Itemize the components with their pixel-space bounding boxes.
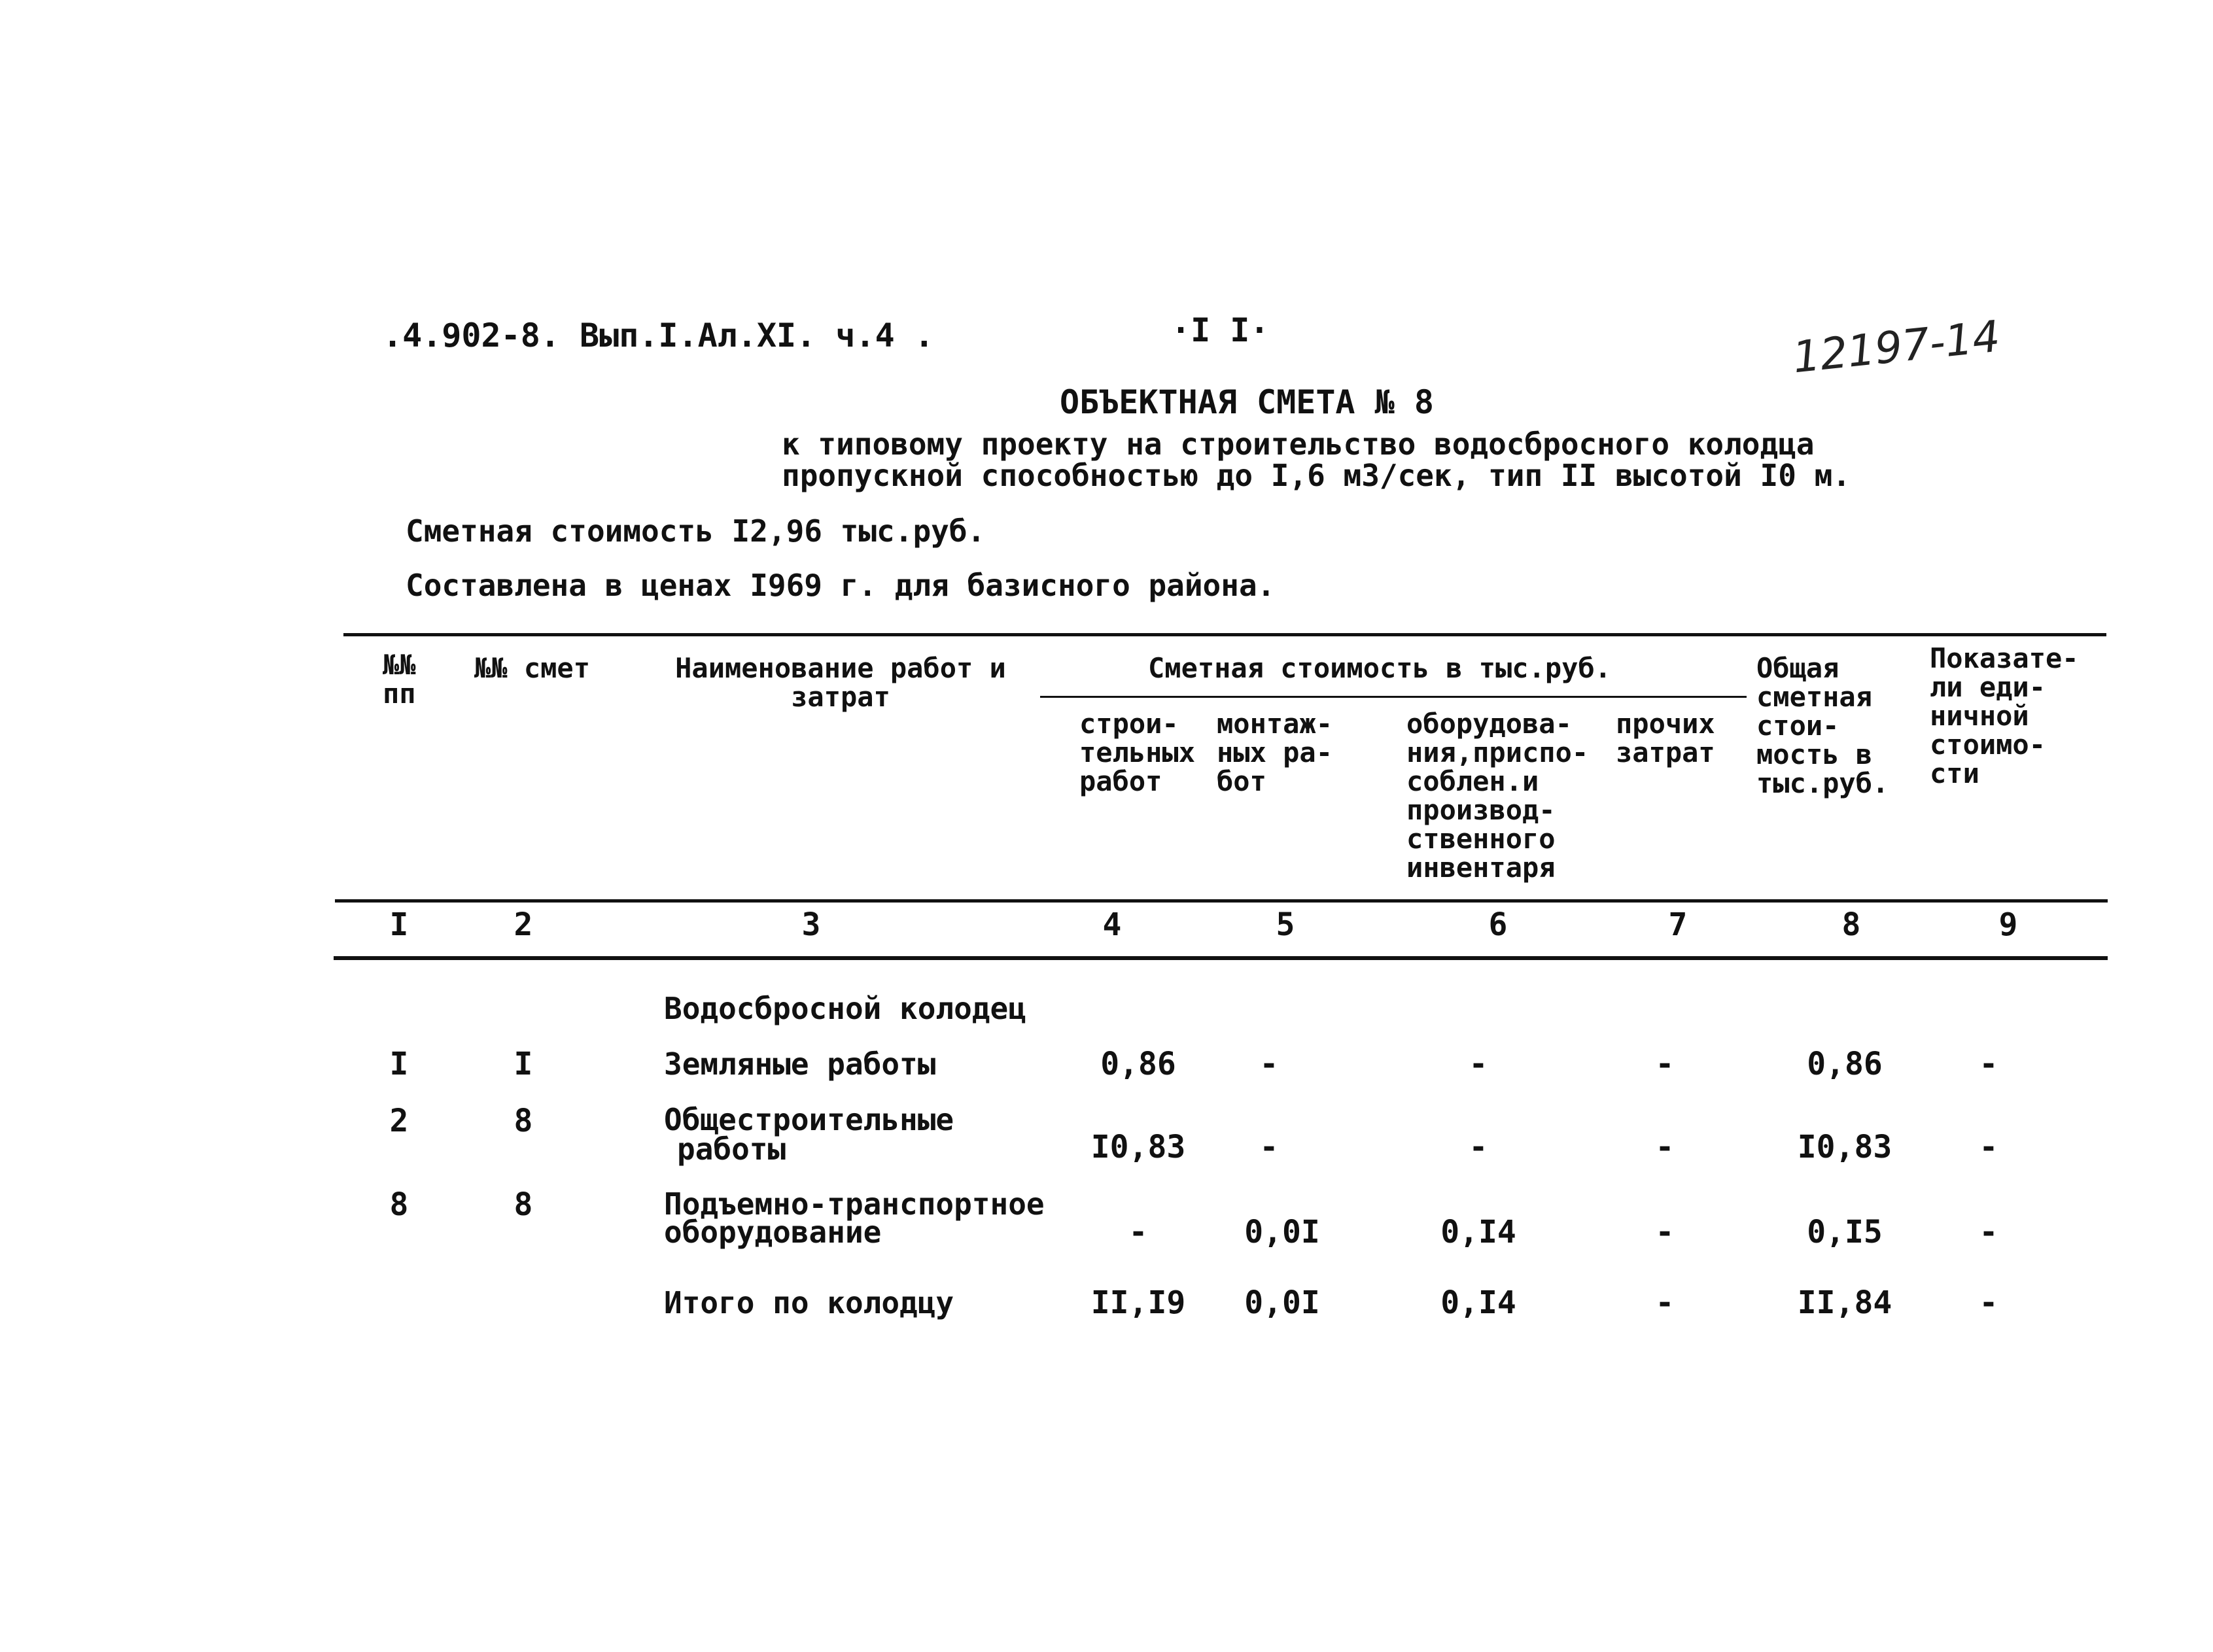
total-other-cost: - [1655, 1284, 1675, 1321]
unit-cost: - [1979, 1214, 1998, 1250]
total-cost: 0,86 [1807, 1046, 1883, 1082]
construction-cost: - [1128, 1214, 1148, 1250]
estimated-cost: Сметная стоимость I2,96 тыс.руб. [406, 513, 986, 549]
row-number: I [389, 1046, 409, 1082]
column-number: 2 [514, 906, 533, 943]
header-col-installation: монтаж- ных ра- бот [1217, 708, 1333, 798]
row-number: 2 [389, 1103, 409, 1139]
equipment-cost: 0,I4 [1440, 1214, 1516, 1250]
column-number: 4 [1102, 906, 1122, 943]
header-col-smeta: №№ смет [474, 652, 591, 684]
estimate-number: 8 [514, 1186, 533, 1223]
grand-total-cost: II,84 [1797, 1284, 1892, 1321]
work-name-continued: работы [677, 1131, 786, 1167]
equipment-cost: - [1469, 1046, 1488, 1082]
header-col-total: Общая сметная стои- мость в тыс.руб. [1756, 652, 1889, 800]
estimate-number: I [514, 1046, 533, 1082]
header-col-pp: №№ пп [383, 649, 416, 710]
total-unit-cost: - [1979, 1284, 1998, 1321]
column-numbers-rule [334, 956, 2108, 960]
column-number: 6 [1488, 906, 1508, 943]
total-installation-cost: 0,0I [1244, 1284, 1320, 1321]
total-construction-cost: II,I9 [1090, 1284, 1186, 1321]
installation-cost: 0,0I [1244, 1214, 1320, 1250]
section-title: Водосбросной колодец [664, 991, 1026, 1026]
row-number: 8 [389, 1186, 409, 1223]
other-cost: - [1655, 1129, 1675, 1165]
total-equipment-cost: 0,I4 [1440, 1284, 1516, 1321]
header-group-cost: Сметная стоимость в тыс.руб. [1148, 652, 1612, 684]
total-cost: I0,83 [1797, 1129, 1892, 1165]
installation-cost: - [1259, 1129, 1279, 1165]
other-cost: - [1655, 1046, 1675, 1082]
group-header-rule [1040, 696, 1747, 698]
work-name: Подъемно-транспортное [664, 1186, 1045, 1222]
work-name: Общестроительные [664, 1102, 954, 1137]
column-number: I [389, 906, 409, 943]
column-number: 5 [1276, 906, 1295, 943]
table-top-rule [343, 633, 2106, 636]
unit-cost: - [1979, 1129, 1998, 1165]
total-cost: 0,I5 [1807, 1214, 1883, 1250]
work-name-continued: оборудование [664, 1214, 882, 1250]
unit-cost: - [1979, 1046, 1998, 1082]
column-number: 7 [1668, 906, 1688, 943]
document-title: ОБЪЕКТНАЯ СМЕТА № 8 [1060, 383, 1434, 421]
header-col-unit-cost: Показате- ли еди- ничной стоимо- сти [1930, 642, 2079, 790]
total-label: Итого по колодцу [664, 1285, 954, 1320]
column-number: 3 [801, 906, 821, 943]
subtitle-line-1: к типовому проекту на строительство водосбросного колодца [782, 426, 1815, 462]
prices-basis: Составлена в ценах I969 г. для базисного района. [406, 568, 1276, 603]
subtitle-line-2: пропускной способностью до I,6 м3/сек, тип II высотой I0 м. [782, 458, 1851, 493]
work-name: Земляные работы [664, 1046, 936, 1082]
handwritten-number: 12197-14 [1790, 311, 2002, 383]
installation-cost: - [1259, 1046, 1279, 1082]
equipment-cost: - [1469, 1129, 1488, 1165]
other-cost: - [1655, 1214, 1675, 1250]
header-bottom-rule [335, 899, 2108, 903]
header-col-equipment: оборудова- ния,приспо- соблен.и производ- ственного инвентаря [1406, 708, 1589, 884]
estimate-number: 8 [514, 1103, 533, 1139]
header-col-name: Наименование работ и затрат [675, 652, 1006, 714]
construction-cost: 0,86 [1100, 1046, 1176, 1082]
document-reference: .4.902-8. Вып.I.Ал.XI. ч.4 . [383, 317, 934, 354]
column-number: 8 [1841, 906, 1861, 943]
column-number: 9 [1998, 906, 2018, 943]
construction-cost: I0,83 [1090, 1129, 1186, 1165]
header-col-other: прочих затрат [1616, 708, 1715, 769]
header-col-construction: строи- тельных работ [1079, 708, 1196, 798]
page-number: ·I I· [1171, 311, 1270, 349]
